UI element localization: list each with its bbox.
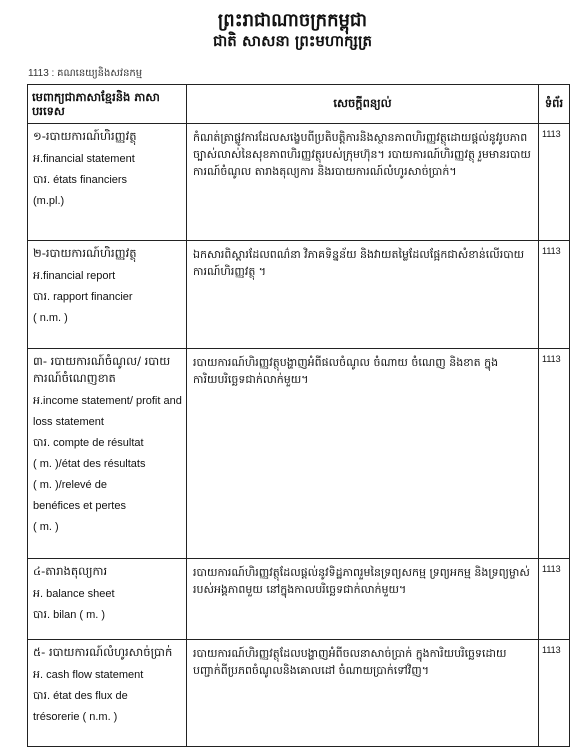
term-khmer: ៥- របាយការណ៍លំហូរសាច់ប្រាក់ bbox=[33, 645, 173, 659]
term-gender: (m.pl.) bbox=[33, 195, 65, 207]
term-french: បារ. compte de résultat bbox=[33, 437, 144, 449]
page-cell: 1113 bbox=[539, 559, 570, 640]
term-gender: ( n.m. ) bbox=[33, 312, 68, 324]
definition-cell: របាយការណ៍ហិរញ្ញវត្ថុដែលផ្តល់នូវទិដ្ឋភាពរួមនៃទ្រព្យសកម្ម ទ្រព្យអកម្ម និងទ្រព្យម្ចាស់របស់អង្គភាពមួយ នៅក្នុងកាលបរិច្ឆេទជាក់លាក់មួយ។ bbox=[187, 559, 539, 640]
page-column-header: ទំព័រ bbox=[539, 85, 570, 124]
term-english: អ. cash flow statement bbox=[33, 669, 144, 681]
term-french: បារ. état des flux de bbox=[33, 690, 128, 702]
definition-cell: ឯកសារពិស្តារដែលពណ៌នា វិភាគទិន្នន័យ និងវាយតម្លៃដែលផ្អែកជាសំខាន់លើរបាយការណ៍ហិរញ្ញវត្ថុ ។ bbox=[187, 241, 539, 349]
term-cell bbox=[28, 241, 187, 349]
table-header-row bbox=[28, 85, 570, 124]
term-french: បារ. états financiers bbox=[33, 174, 128, 186]
table-row bbox=[28, 640, 570, 747]
kingdom-title: ព្រះរាជាណាចក្រកម្ពុជា bbox=[217, 10, 368, 31]
term-english: អ.financial statement bbox=[33, 153, 135, 165]
definition-column-header: សេចក្តីពន្យល់ bbox=[187, 85, 539, 124]
term-gender: trésorerie ( n.m. ) bbox=[33, 711, 118, 723]
glossary-table bbox=[27, 84, 570, 747]
term-english: អ. balance sheet bbox=[33, 588, 115, 600]
definition-cell: របាយការណ៍ហិរញ្ញវត្ថុបង្ហាញអំពីផលចំណូល ចំណាយ ចំណេញ និងខាត ក្នុងការិយបរិច្ឆេទជាក់លាក់មួយ។ bbox=[187, 349, 539, 559]
term-khmer: ៤-តារាងតុល្យការ bbox=[33, 564, 108, 578]
document-header bbox=[0, 10, 585, 50]
table-row bbox=[28, 349, 570, 559]
section-subtitle: 1113 : គណនេយ្យនិងសវនកម្ម bbox=[28, 68, 143, 79]
term-french-line: ( m. )/relevé de bbox=[33, 479, 107, 491]
term-khmer: ១-របាយការណ៍ហិរញ្ញវត្ថុ bbox=[33, 129, 137, 143]
definition-cell: កំណត់ត្រាផ្លូវការដែលសង្ខេបពីប្រតិបត្តិការនិងស្ថានភាពហិរញ្ញវត្ថុដោយផ្តល់នូវរូបភាពច្បាស់លាស់នៃសុខភាពហិរញ្ញវត្ថុរបស់ក្រុមហ៊ុន។ របាយការណ៍ហិរញ្ញវត្ថុ រួមមានរបាយការណ៍ចំណូល តារាងតុល្យការ និងរបាយការណ៍លំហូរសាច់ប្រាក់។ bbox=[187, 124, 539, 241]
definition-cell: របាយការណ៍ហិរញ្ញវត្ថុដែលបង្ហាញអំពីចលនាសាច់ប្រាក់ ក្នុងការិយបរិច្ឆេទដោយបញ្ជាក់ពីប្រភពចំណូលនិងគោលដៅ ចំណាយប្រាក់ទៅវិញ។ bbox=[187, 640, 539, 747]
term-cell bbox=[28, 559, 187, 640]
term-french-line: ( m. )/état des résultats bbox=[33, 458, 146, 470]
term-cell bbox=[28, 124, 187, 241]
term-english: អ.income statement/ profit and loss statement bbox=[33, 395, 182, 428]
term-french: បារ. rapport financier bbox=[33, 291, 133, 303]
term-gender: ( m. ) bbox=[33, 521, 59, 533]
page-cell: 1113 bbox=[539, 349, 570, 559]
term-french-line: benéfices et pertes bbox=[33, 500, 126, 512]
page-cell: 1113 bbox=[539, 640, 570, 747]
term-khmer: ៣- របាយការណ៍ចំណូល/ របាយការណ៍ចំណេញខាត bbox=[33, 354, 171, 385]
term-cell bbox=[28, 349, 187, 559]
term-khmer: ២-របាយការណ៍ហិរញ្ញវត្ថុ bbox=[33, 246, 137, 260]
table-row bbox=[28, 241, 570, 349]
term-column-header: មេពាក្យជាភាសាខ្មែរនិង ភាសាបរទេស bbox=[28, 85, 187, 124]
page-cell: 1113 bbox=[539, 124, 570, 241]
national-motto: ជាតិ សាសនា ព្រះមហាក្សត្រ bbox=[213, 32, 372, 50]
table-row bbox=[28, 124, 570, 241]
term-cell bbox=[28, 640, 187, 747]
term-english: អ.financial report bbox=[33, 270, 116, 282]
table-row bbox=[28, 559, 570, 640]
page-cell: 1113 bbox=[539, 241, 570, 349]
term-french: បារ. bilan ( m. ) bbox=[33, 609, 106, 621]
